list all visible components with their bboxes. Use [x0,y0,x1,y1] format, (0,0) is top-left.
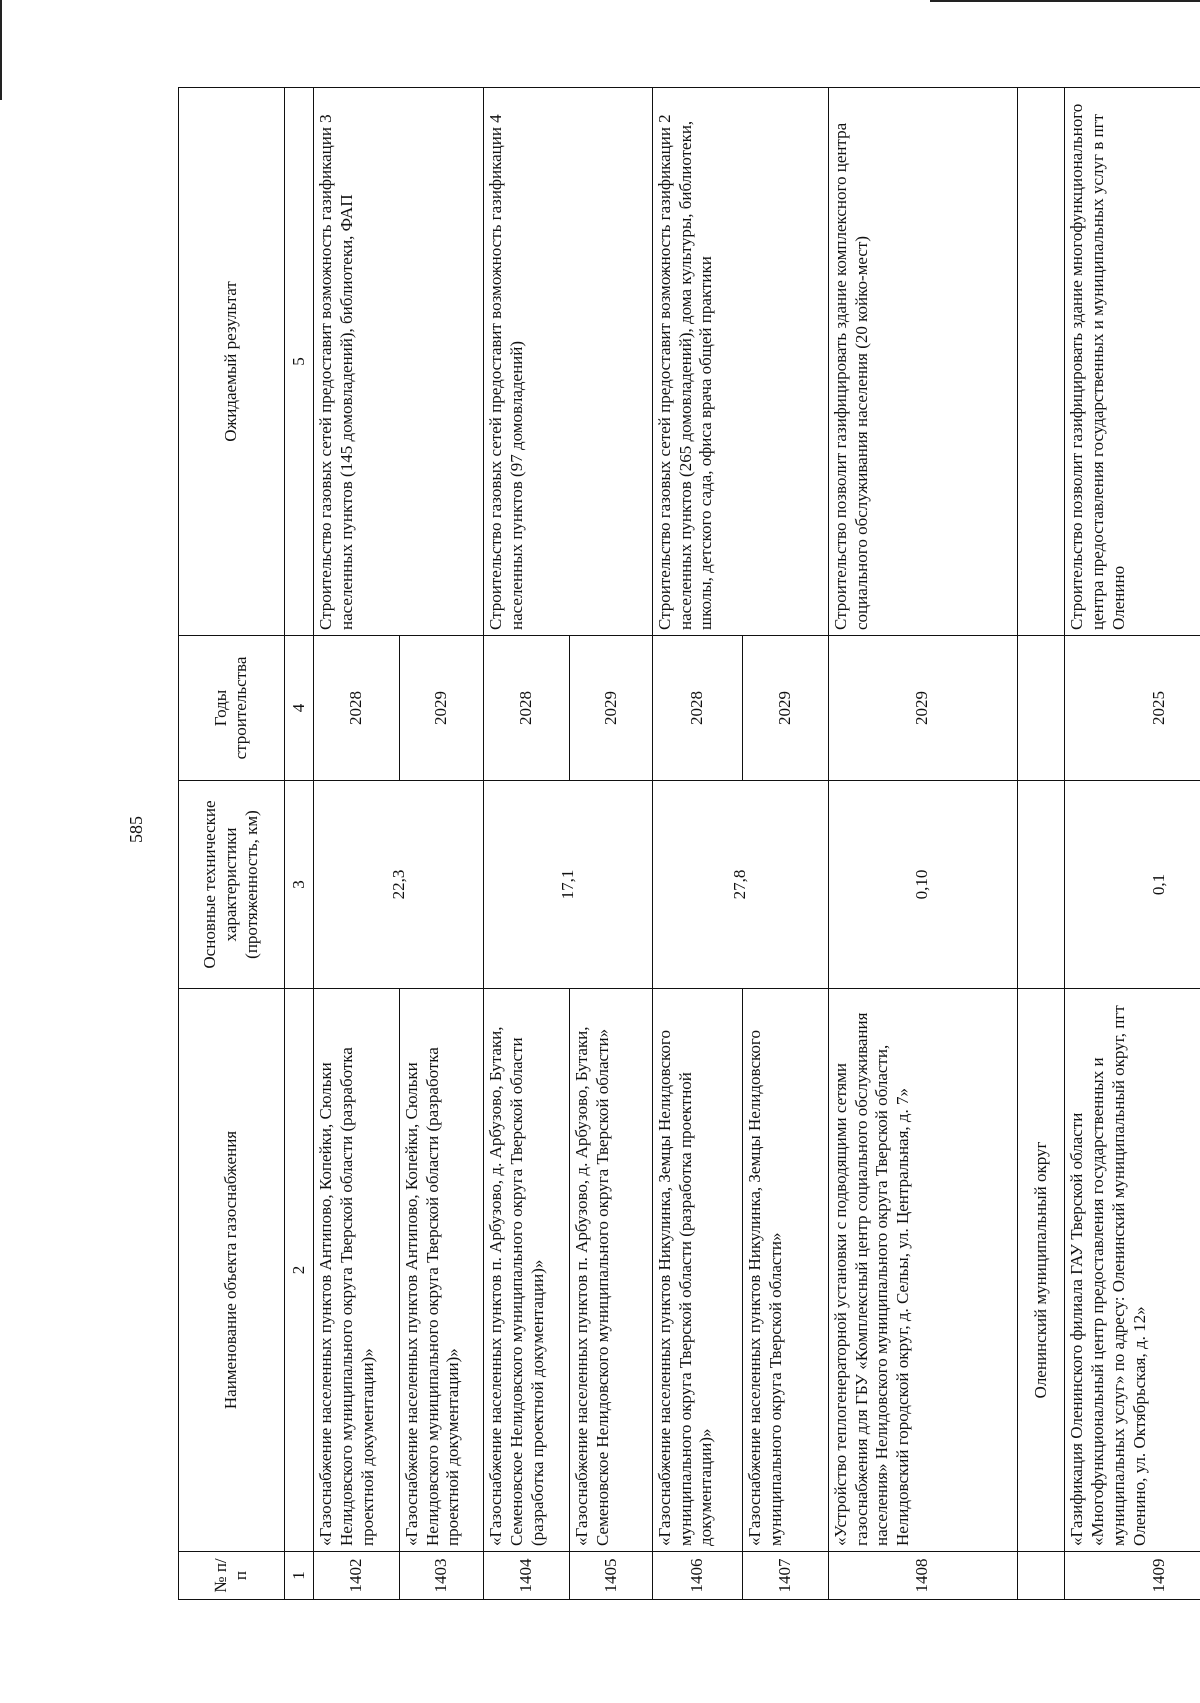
table-row [314,88,400,1600]
top-edge-line [930,0,1200,2]
construction-year: 2028 [484,636,570,781]
row-number: 1409 [1065,1552,1200,1600]
row-number: 1402 [314,1552,400,1600]
header-no: № п/п [179,1552,285,1600]
section-empty-cell [1017,636,1065,781]
gas-supply-table [178,87,1200,1600]
length-value: 27,8 [652,781,828,989]
section-empty-cell [1017,1552,1065,1600]
construction-year: 2025 [1065,636,1200,781]
header-specs: Основные технические характеристики (протяженность, км) [179,781,285,989]
row-number: 1405 [569,1552,652,1600]
table-row [652,88,743,1600]
object-name: «Газоснабжение населенных пунктов Никулинка, Земцы Нелидовского муниципального округа Тверской области (разработка проектной документации)» [652,989,743,1552]
object-name: «Газоснабжение населенных пунктов Никулинка, Земцы Нелидовского муниципального округа Тверской области» [743,989,829,1552]
column-index: 1 [284,1552,314,1600]
construction-year: 2028 [652,636,743,781]
rotated-table-container [178,88,1200,1600]
object-name: «Газификация Оленинского филиала ГАУ Тверской области «Многофункциональный центр предоставления государственных и муниципальных услуг» по адресу: Оленинский муниципальный округ, пгт Оленино, ул. Октябрьская, д. 12» [1065,989,1200,1552]
row-number: 1404 [484,1552,570,1600]
object-name: «Газоснабжение населенных пунктов Антипово, Копейки, Сюльки Нелидовского муниципального округа Тверской области (разработка проектной документации)» [399,989,484,1552]
object-name: «Газоснабжение населенных пунктов п. Арбузово, д. Арбузово, Бутаки, Семеновское Нелидовского муниципального округа Тверской области» [569,989,652,1552]
row-number: 1408 [828,1552,1017,1600]
page-number: 585 [126,816,146,843]
table-row [1065,88,1200,1600]
column-index-row [284,88,314,1600]
column-index: 4 [284,636,314,781]
construction-year: 2029 [399,636,484,781]
left-edge-line [0,0,2,100]
expected-result: Строительство позволит газифицировать здание многофункционального центра предоставления государственных и муниципальных услуг в пгт Оленино [1065,88,1200,636]
expected-result: Строительство позволит газифицировать здание комплексного центра социального обслуживания населения (20 койко-мест) [828,88,1017,636]
header-result: Ожидаемый результат [179,88,285,636]
column-index: 2 [284,989,314,1552]
length-value: 0,1 [1065,781,1200,989]
expected-result: Строительство газовых сетей предоставит возможность газификации 4 населенных пунктов (97 домовладений) [484,88,652,636]
section-row [1017,88,1065,1600]
construction-year: 2029 [743,636,829,781]
expected-result: Строительство газовых сетей предоставит возможность газификации 2 населенных пунктов (265 домовладений), дома культуры, библиотеки, школы, детского сада, офиса врача общей практики [652,88,828,636]
expected-result: Строительство газовых сетей предоставит возможность газификации 3 населенных пунктов (145 домовладений), библиотеки, ФАП [314,88,484,636]
construction-year: 2028 [314,636,400,781]
header-name: Наименование объекта газоснабжения [179,989,285,1552]
row-number: 1403 [399,1552,484,1600]
length-value: 17,1 [484,781,652,989]
column-index: 3 [284,781,314,989]
section-empty-cell [1017,781,1065,989]
table-row [484,88,570,1600]
section-title: Оленинский муниципальный округ [1017,989,1065,1552]
row-number: 1406 [652,1552,743,1600]
header-years: Годы строительства [179,636,285,781]
object-name: «Газоснабжение населенных пунктов Антипово, Копейки, Сюльки Нелидовского муниципального округа Тверской области (разработка проектной документации)» [314,989,400,1552]
object-name: «Газоснабжение населенных пунктов п. Арбузово, д. Арбузово, Бутаки, Семеновское Нелидовского муниципального округа Тверской области (разработка проектной документации)» [484,989,570,1552]
length-value: 0,10 [828,781,1017,989]
object-name: «Устройство теплогенераторной установки с подводящими сетями газоснабжения для ГБУ «Комплексный центр социального обслуживания населения» Нелидовского муниципального округа Тверской области, Нелидовский городской округ, д. Сельы, ул. Центральная, д. 7» [828,989,1017,1552]
length-value: 22,3 [314,781,484,989]
section-empty-cell [1017,88,1065,636]
row-number: 1407 [743,1552,829,1600]
construction-year: 2029 [828,636,1017,781]
table-row [828,88,1017,1600]
column-index: 5 [284,88,314,636]
header-row [179,88,285,1600]
construction-year: 2029 [569,636,652,781]
